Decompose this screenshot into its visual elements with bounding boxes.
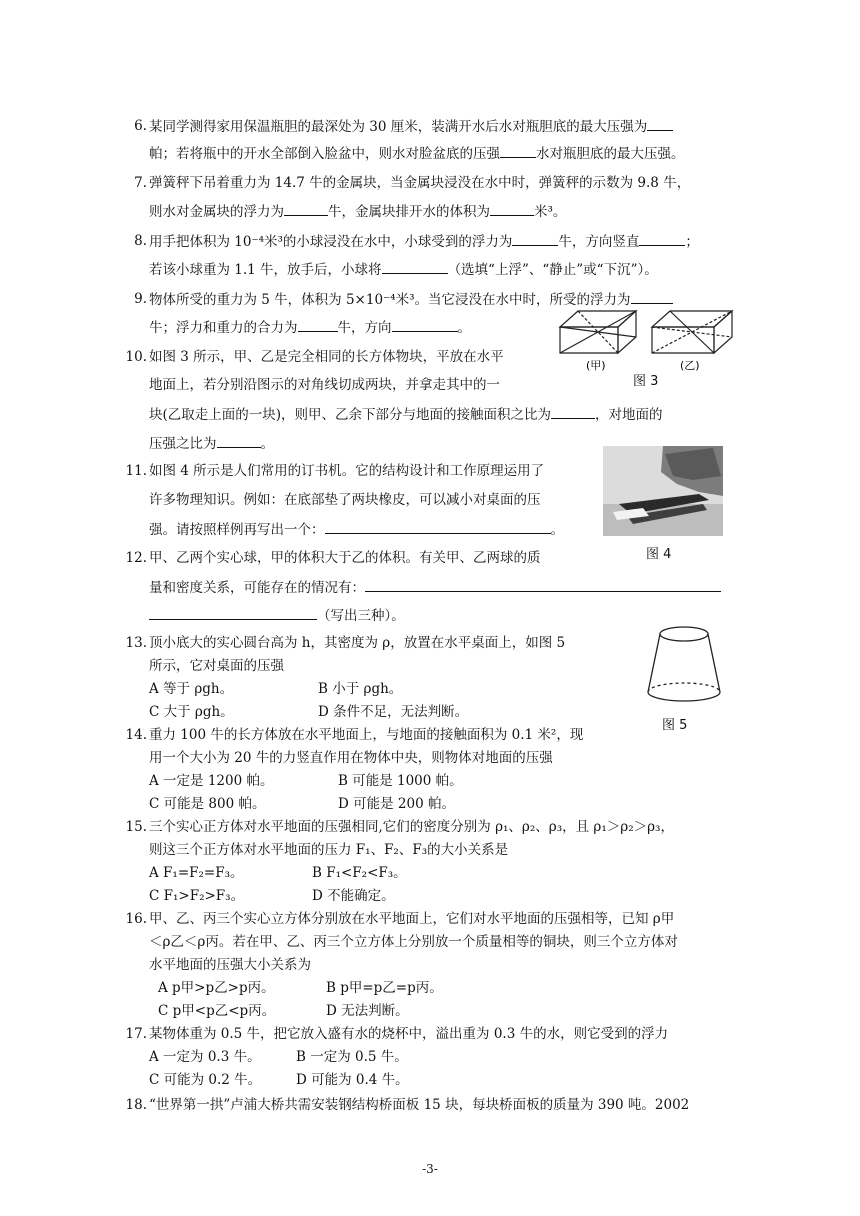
question-12-line-1: 甲、乙两个实心球，甲的体积大于乙的体积。有关甲、乙两球的质 xyxy=(149,550,541,566)
question-15-option-b[interactable]: B F₁<F₂<F₃。 xyxy=(312,865,407,881)
question-16-option-d[interactable]: D 无法判断。 xyxy=(326,1003,409,1019)
question-7-text-3: 米³。 xyxy=(534,204,567,220)
question-12-text-2: （写出三种）。 xyxy=(317,608,405,624)
question-17-option-d[interactable]: D 可能为 0.4 牛。 xyxy=(296,1072,409,1088)
question-11-text-2: 。 xyxy=(550,522,564,538)
question-12-number: 12. xyxy=(125,550,147,566)
question-15-line-2: 则这三个正方体对水平地面的压力 F₁、F₂、F₃的大小关系是 xyxy=(149,842,509,858)
question-10-line-2: 地面上，若分别沿图示的对角线切成两块，并拿走其中的一 xyxy=(149,377,500,393)
question-6-text-3: 水对瓶胆底的最大压强。 xyxy=(536,146,685,162)
answer-blank-6b[interactable] xyxy=(500,144,536,158)
question-16-option-b[interactable]: B p甲=p乙=p丙。 xyxy=(326,980,443,996)
question-17-option-a[interactable]: A 一定为 0.3 牛。 xyxy=(149,1049,261,1065)
question-9-text-2: 牛；浮力和重力的合力为 xyxy=(149,320,298,336)
question-14-number: 14. xyxy=(125,727,147,743)
question-13-option-a[interactable]: A 等于 ρgh。 xyxy=(149,681,234,697)
question-13-option-d[interactable]: D 条件不足，无法判断。 xyxy=(318,704,469,720)
question-11-number: 11. xyxy=(125,463,147,479)
question-18-line-1: “世界第一拱”卢浦大桥共需安装钢结构桥面板 15 块，每块桥面板的质量为 390 吨。2002 xyxy=(149,1097,690,1113)
question-10-line-4 xyxy=(149,434,274,453)
question-7-line-2 xyxy=(149,202,566,221)
question-6-line-1 xyxy=(149,117,673,136)
question-8-number: 8. xyxy=(134,233,147,249)
question-17-option-b[interactable]: B 一定为 0.5 牛。 xyxy=(296,1049,408,1065)
question-15-option-d[interactable]: D 不能确定。 xyxy=(312,888,395,904)
question-10-line-1: 如图 3 所示，甲、乙是完全相同的长方体物块，平放在水平 xyxy=(149,349,504,365)
question-8-text-4: 若该小球重为 1.1 牛，放手后，小球将 xyxy=(149,262,382,278)
answer-blank-7a[interactable] xyxy=(284,202,328,216)
question-13-line-1: 顶小底大的实心圆台高为 h，其密度为 ρ，放置在水平桌面上，如图 5 xyxy=(149,635,566,651)
question-13-line-2: 所示，它对桌面的压强 xyxy=(149,658,284,674)
question-8-text-1: 用手把体积为 10⁻⁴米³的小球浸没在水中，小球受到的浮力为 xyxy=(149,234,513,250)
question-11-line-3 xyxy=(149,520,564,539)
question-14-line-2: 用一个大小为 20 牛的力竖直作用在物体中央，则物体对地面的压强 xyxy=(149,750,553,766)
question-14-line-1: 重力 100 牛的长方体放在水平地面上，与地面的接触面积为 0.1 米²，现 xyxy=(149,727,584,743)
figure-4-caption: 图 4 xyxy=(646,547,672,562)
question-16-number: 16. xyxy=(125,911,147,927)
question-14-option-c[interactable]: C 可能是 800 帕。 xyxy=(149,796,266,812)
answer-blank-10b[interactable] xyxy=(217,434,261,448)
question-14-option-a[interactable]: A 一定是 1200 帕。 xyxy=(149,773,274,789)
question-17-line-1: 某物体重为 0.5 牛，把它放入盛有水的烧杯中，溢出重为 0.3 牛的水，则它受到的浮力 xyxy=(149,1026,669,1042)
question-6-line-2 xyxy=(149,144,685,163)
question-15-line-1: 三个实心正方体对水平地面的压强相同,它们的密度分别为 ρ₁、ρ₂、ρ₃，且 ρ₁＞ρ₂＞ρ₃， xyxy=(149,819,674,835)
question-6-number: 6. xyxy=(134,118,147,134)
question-16-line-2: ＜ρ乙＜ρ丙。若在甲、乙、丙三个立方体上分别放一个质量相等的铜块，则三个立方体对 xyxy=(149,934,678,950)
question-15-option-c[interactable]: C F₁>F₂>F₃。 xyxy=(149,888,245,904)
answer-blank-8b[interactable] xyxy=(639,232,685,246)
question-9-text-1: 物体所受的重力为 5 牛，体积为 5×10⁻⁴米³。当它浸没在水中时，所受的浮力为 xyxy=(149,292,631,308)
question-16-line-1: 甲、乙、丙三个实心立方体分别放在水平地面上，它们对水平地面的压强相等，已知 ρ甲 xyxy=(149,911,675,927)
question-7-text-2: 牛，金属块排开水的体积为 xyxy=(328,204,490,220)
question-10-number: 10. xyxy=(125,349,147,365)
question-8-text-3: ； xyxy=(685,234,699,250)
answer-blank-12a[interactable] xyxy=(365,578,721,592)
question-9-text-4: 。 xyxy=(457,320,471,336)
answer-blank-12b[interactable] xyxy=(149,606,317,620)
question-10-line-3 xyxy=(149,405,663,424)
question-15-number: 15. xyxy=(125,819,147,835)
cuboid-a xyxy=(560,311,636,353)
answer-blank-8a[interactable] xyxy=(512,232,558,246)
figure-5-caption: 图 5 xyxy=(662,718,688,733)
figure-3-label-a: (甲) xyxy=(586,359,606,372)
question-8-text-2: 牛，方向竖直 xyxy=(558,234,640,250)
question-14-option-d[interactable]: D 可能是 200 帕。 xyxy=(338,796,455,812)
page-number: -3- xyxy=(422,1162,438,1176)
question-17-number: 17. xyxy=(125,1026,147,1042)
answer-blank-6a[interactable] xyxy=(647,117,673,131)
question-13-number: 13. xyxy=(125,635,147,651)
answer-blank-7b[interactable] xyxy=(490,202,534,216)
question-8-text-5: （选填“上浮”、“静止”或“下沉”）。 xyxy=(447,262,658,278)
question-6-text-2: 帕；若将瓶中的开水全部倒入脸盆中，则水对脸盆底的压强 xyxy=(149,146,500,162)
answer-blank-8c[interactable] xyxy=(382,260,448,274)
figure-3-caption: 图 3 xyxy=(633,374,659,389)
figure-5-frustum xyxy=(644,622,724,706)
question-12-line-3 xyxy=(149,606,405,625)
figure-3-label-b: (乙) xyxy=(680,359,700,372)
figure-4-stapler-photo xyxy=(603,446,723,536)
question-11-text-1: 强。请按照样例再写出一个： xyxy=(149,522,325,538)
question-10-text-3: 压强之比为 xyxy=(149,436,217,452)
question-10-text-1: 块(乙取走上面的一块)，则甲、乙余下部分与地面的接触面积之比为 xyxy=(149,407,552,423)
question-10-text-2: ，对地面的 xyxy=(595,407,663,423)
question-9-text-3: 牛，方向 xyxy=(337,320,392,336)
question-8-line-1 xyxy=(149,232,699,251)
question-18-number: 18. xyxy=(125,1097,147,1113)
question-12-text-1: 量和密度关系，可能存在的情况有： xyxy=(149,580,365,596)
question-16-option-c[interactable]: C p甲<p乙<p丙。 xyxy=(158,1003,276,1019)
question-7-text-1: 则水对金属块的浮力为 xyxy=(149,204,284,220)
question-9-line-2 xyxy=(149,318,471,337)
question-17-option-c[interactable]: C 可能为 0.2 牛。 xyxy=(149,1072,262,1088)
question-6-text-1: 某同学测得家用保温瓶胆的最深处为 30 厘米，装满开水后水对瓶胆底的最大压强为 xyxy=(149,119,648,135)
question-11-line-1: 如图 4 所示是人们常用的订书机。它的结构设计和工作原理运用了 xyxy=(149,463,545,479)
answer-blank-9c[interactable] xyxy=(392,318,458,332)
question-7-number: 7. xyxy=(134,175,147,191)
question-9-number: 9. xyxy=(134,291,147,307)
question-16-line-3: 水平地面的压强大小关系为 xyxy=(149,957,311,973)
question-10-text-4: 。 xyxy=(260,436,274,452)
question-13-option-c[interactable]: C 大于 ρgh。 xyxy=(149,704,234,720)
answer-blank-9b[interactable] xyxy=(298,318,338,332)
question-8-line-2 xyxy=(149,260,658,279)
question-14-option-b[interactable]: B 可能是 1000 帕。 xyxy=(338,773,463,789)
question-15-option-a[interactable]: A F₁=F₂=F₃。 xyxy=(149,865,244,881)
question-12-line-2 xyxy=(149,578,721,597)
answer-blank-9a[interactable] xyxy=(631,290,673,304)
answer-blank-10a[interactable] xyxy=(551,405,595,419)
question-11-line-2: 许多物理知识。例如：在底部垫了两块橡皮，可以减小对桌面的压 xyxy=(149,492,541,508)
answer-blank-11[interactable] xyxy=(325,520,551,534)
question-13-option-b[interactable]: B 小于 ρgh。 xyxy=(318,681,403,697)
question-16-option-a[interactable]: A p甲>p乙>p丙。 xyxy=(158,980,275,996)
question-7-line-1: 弹簧秤下吊着重力为 14.7 牛的金属块，当金属块浸没在水中时，弹簧秤的示数为 9.8 牛， xyxy=(149,175,691,191)
cuboid-b xyxy=(652,311,732,353)
